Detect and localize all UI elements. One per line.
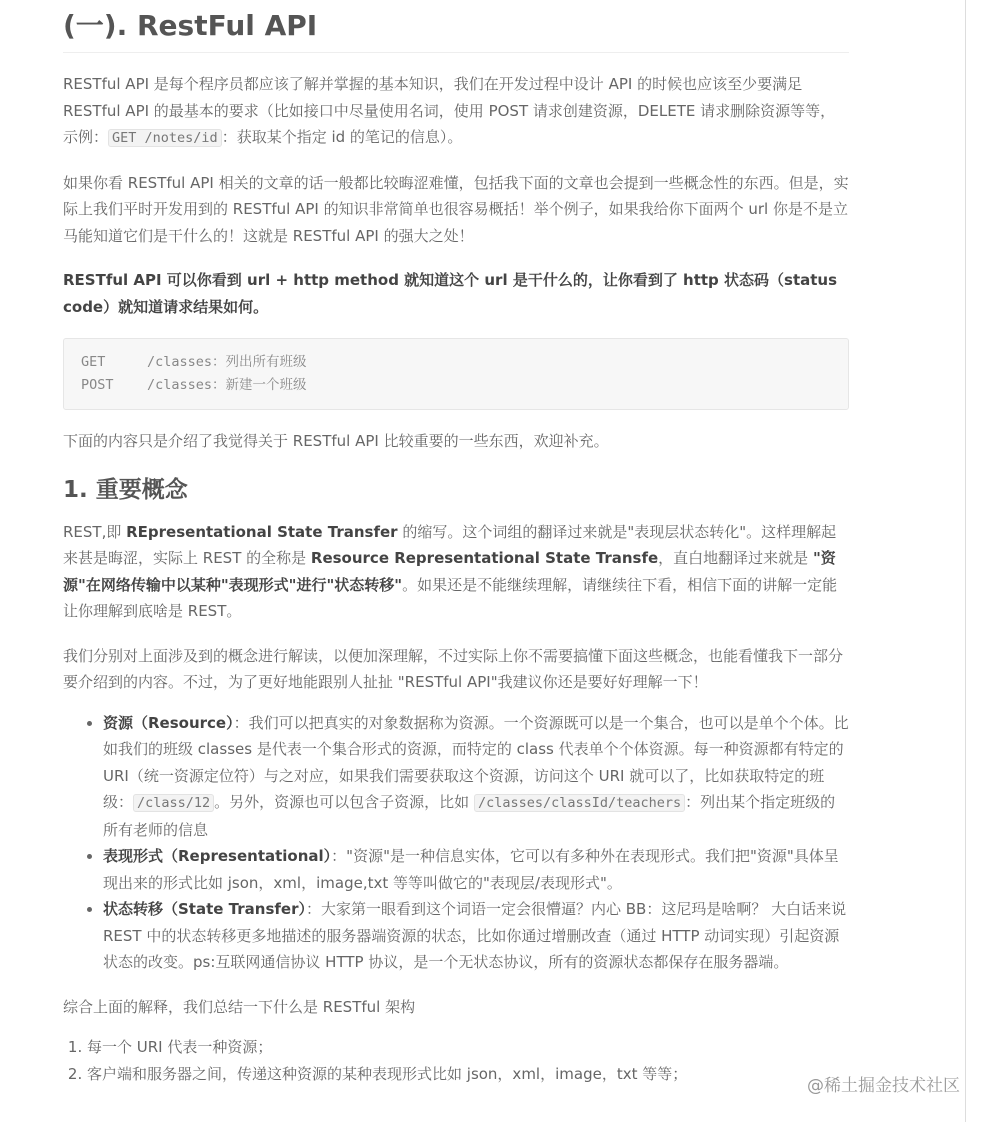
paragraph-note: 下面的内容只是介绍了我觉得关于 RESTful API 比较重要的一些东西，欢迎补充。 — [63, 432, 609, 450]
bold-text: REpresentational State Transfer — [126, 522, 398, 541]
bold-text: Resource Representational State Transfe — [310, 549, 659, 567]
list-item — [103, 710, 849, 844]
inline-code: GET /notes/id — [108, 129, 222, 147]
term: 状态转移（State Transfer） — [103, 900, 306, 918]
paragraph-concepts: 我们分别对上面涉及到的概念进行解读，以便加深理解，不过实际上你不需要搞懂下面这些概念，也能看懂我下一部分要介绍到的内容。不过，为了更好地能跟别人扯扯 "RESTful API"我建议你还是要好好理解一下！ — [63, 646, 844, 691]
inline-code: /classes/classId/teachers — [474, 794, 685, 812]
text: ：我们可以把真实的对象数据称为资源。一个资源既可以是一个集合，也可以是单个个体。比如我们的班级 classes 是代表一个集合形式的资源，而特定的 class 代表单个个体资源。每一种资源都有特定的 URI（统一资源定位符）与之对应，如果我们需要获取这个资源，访问这个 URI 就可以了，比如获取特定的班级： — [103, 713, 849, 811]
bold-text: "资源"在网络传输中以某种"表现形式"进行"状态转移" — [63, 549, 836, 594]
watermark: @稀土掘金技术社区 — [807, 1076, 960, 1096]
restful-list — [63, 1034, 849, 1087]
paragraph-summary — [63, 267, 849, 320]
text: ：获取某个指定 id 的笔记的信息）。 — [221, 128, 463, 146]
concept-list — [63, 710, 849, 976]
list-item — [103, 843, 849, 896]
paragraph-rest-definition — [63, 519, 849, 625]
text: ："资源"是一种信息实体，它可以有多种外在表现形式。我们把"资源"具体呈现出来的形式比如 json，xml，image,txt 等等叫做它的"表现层/表现形式"。 — [103, 847, 839, 892]
code-method: POST — [81, 377, 114, 393]
section-heading: 1. 重要概念 — [63, 476, 188, 503]
paragraph-conclusion: 综合上面的解释，我们总结一下什么是 RESTful 架构 — [63, 997, 416, 1016]
text: 。另外，资源也可以包含子资源，比如 — [214, 793, 474, 811]
article-content — [63, 0, 849, 1087]
text: 的缩写。这个词组的翻译过来就是"表现层状态转化"。这样理解起来甚是晦涩，实际上 REST 的全称是 — [63, 522, 837, 567]
text: RESTful API 是每个程序员都应该了解并掌握的基本知识，我们在开发过程中设计 API 的时候也应该至少要满足 RESTful API 的最基本的要求（比如接口中尽量使用名词，使用 POST 请求创建资源，DELETE 请求删除资源等等，示例： — [63, 75, 836, 146]
text: REST,即 — [63, 522, 127, 541]
inline-code: /class/12 — [133, 794, 214, 812]
list-item — [103, 896, 849, 976]
list-item: 2. 客户端和服务器之间，传递这种资源的某种表现形式比如 json，xml，image，txt 等等； — [87, 1061, 849, 1088]
text: ，直白地翻译过来就是 — [658, 549, 813, 567]
code-path: /classes：新建一个班级 — [147, 377, 307, 393]
page-title: (一). RestFul API — [63, 4, 849, 53]
paragraph-intro — [63, 71, 849, 152]
text: 。如果还是不能继续理解，请继续往下看，相信下面的讲解一定能让你理解到底啥是 REST。 — [63, 575, 838, 620]
text: ：大家第一眼看到这个词语一定会很懵逼？内心 BB：这尼玛是啥啊？ 大白话来说 REST 中的状态转移更多地描述的服务器端资源的状态，比如你通过增删改查（通过 HTTP 动词实现）引起资源状态的改变。ps:互联网通信协议 HTTP 协议，是一个无状态协议，所有的资源状态都保存在服务器端。 — [103, 900, 847, 971]
code-method: GET — [81, 354, 106, 370]
bold-text: RESTful API 可以你看到 url + http method 就知道这个 url 是干什么的，让你看到了 http 状态码（status code）就知道请求结果如何。 — [63, 271, 838, 316]
code-path: /classes：列出所有班级 — [147, 354, 307, 370]
term: 表现形式（Representational） — [103, 847, 332, 865]
list-item: 1. 每一个 URI 代表一种资源； — [87, 1034, 849, 1061]
term: 资源（Resource） — [103, 713, 234, 732]
text: ：列出某个指定班级的所有老师的信息 — [103, 793, 836, 839]
code-block — [63, 338, 849, 410]
paragraph-example: 如果你看 RESTful API 相关的文章的话一般都比较晦涩难懂，包括我下面的文章也会提到一些概念性的东西。但是，实际上我们平时开发用到的 RESTful API 的知识非常简单也很容易概括！举个例子，如果我给你下面两个 url 你是不是立马能知道它们是干什么的！这就是 RESTful API 的强大之处！ — [63, 173, 849, 245]
